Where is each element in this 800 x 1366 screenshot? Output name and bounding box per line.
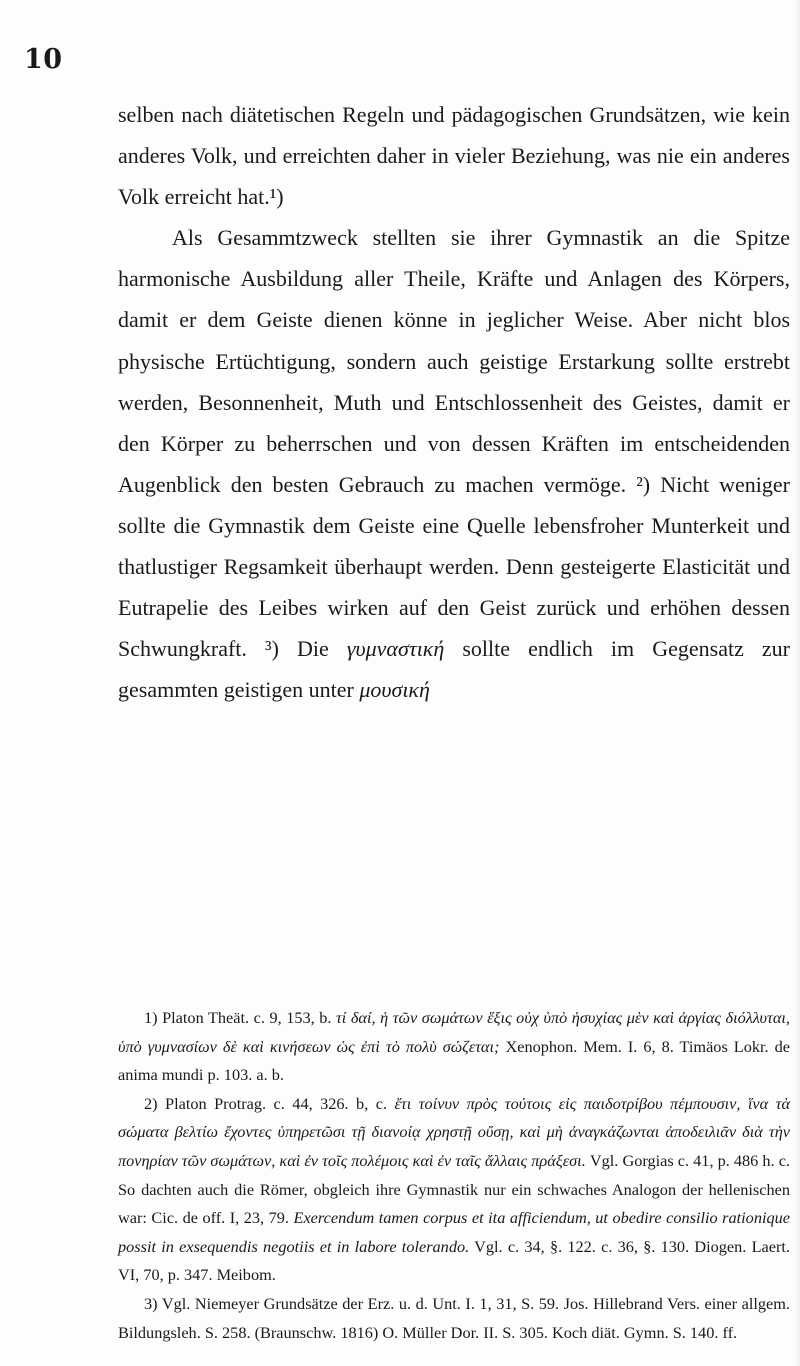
paragraph-text: sollte endlich im Gegensatz zur gesammten geistigen unter	[118, 636, 791, 703]
footnote-text: Vgl. Gorgias c. 41, p. 486 h. c. So dachten auch die Römer, obgleich ihre Gymnastik nur ein schwaches Analogon der hellenischen war: Cic. de off. I, 23, 79.	[118, 1150, 791, 1228]
greek-term: γυμναστική	[346, 636, 445, 662]
latin-quote: Exercendum tamen corpus et ita afficiendum, ut obedire consilio rationique possit in exsequendis negotiis et in labore tolerando.	[118, 1208, 790, 1256]
footnote-text: 1) Platon Theät. c. 9, 153, b.	[144, 1008, 332, 1027]
footnote-text: Vgl. c. 34, §. 122. c. 36, §. 130. Diogen. Laert. VI, 70, p. 347. Meibom.	[118, 1236, 791, 1285]
page-edge-shadow	[794, 0, 800, 1366]
page-number: 10	[24, 44, 63, 75]
footnote	[118, 1290, 790, 1347]
paragraph-text: Als Gesammtzweck stellten sie ihrer Gymnastik an die Spitze harmonische Ausbildung aller Theile, Kräfte und Anlagen des Körpers, damit er dem Geiste dienen könne in jeglicher Weise. Aber nicht blos physische Ertüchtigung, sondern auch geistige Erstarkung sollte erstrebt werden, Besonnenheit, Muth und Entschlossenheit des Geistes, damit er den Körper zu beherrschen und von dessen Kräften im entscheidenden Augenblick den besten Gebrauch zu machen vermöge. ²) Nicht weniger sollte die Gymnastik dem Geiste eine Quelle lebensfroher Munterkeit und thatlustiger Regsamkeit überhaupt werden. Denn gesteigerte Elasticität und Eutrapelie des Leibes wirken auf den Geist zurück und erhöhen dessen Schwungkraft. ³) Die	[118, 225, 790, 662]
greek-term: μουσική	[359, 677, 430, 703]
footnote	[118, 1090, 790, 1290]
footnote-text: 3) Vgl. Niemeyer Grundsätze der Erz. u. d. Unt. I. 1, 31, S. 59. Jos. Hillebrand Vers. einer allgem. Bildungsleh. S. 258. (Braunschw. 1816) O. Müller Dor. II. S. 305. Koch diät. Gymn. S. 140. ff.	[118, 1293, 790, 1342]
footnotes	[118, 1004, 790, 1347]
main-text	[118, 94, 790, 710]
paragraph: selben nach diätetischen Regeln und pädagogischen Grundsätzen, wie kein anderes Volk, und erreichten daher in vieler Beziehung, was nie ein anderes Volk erreicht hat.¹)	[118, 102, 790, 210]
greek-quote: ἔτι τοίνυν πρὸς τούτοις εἰς παιδοτρίβου πέμπουσιν, ἵνα τὰ σώματα βελτίω ἔχοντες ὑπηρετῶσι τῇ διανοίᾳ χρηστῇ οὔσῃ, καὶ μὴ ἀναγκάζωνται ἀποδειλιᾶν διὰ τὴν πονηρίαν τῶν σωμάτων, καὶ ἐν τοῖς πολέμοις καὶ ἐν ταῖς ἄλλαις πράξεσι.	[118, 1093, 791, 1170]
greek-quote: τί δαί, ἡ τῶν σωμάτων ἕξις οὐχ ὑπὸ ἡσυχίας μὲν καὶ ἀργίας διόλλυται, ὑπὸ γυμνασίων δὲ καὶ κινήσεων ὡς ἐπὶ τὸ πολὺ σώζεται;	[118, 1008, 790, 1056]
paragraph	[118, 217, 790, 710]
footnote-text: Xenophon. Mem. I. 6, 8. Timäos Lokr. de anima mundi p. 103. a. b.	[118, 1036, 791, 1085]
footnote	[118, 1004, 790, 1090]
footnote-text: 2) Platon Protrag. c. 44, 326. b, c.	[144, 1093, 388, 1113]
